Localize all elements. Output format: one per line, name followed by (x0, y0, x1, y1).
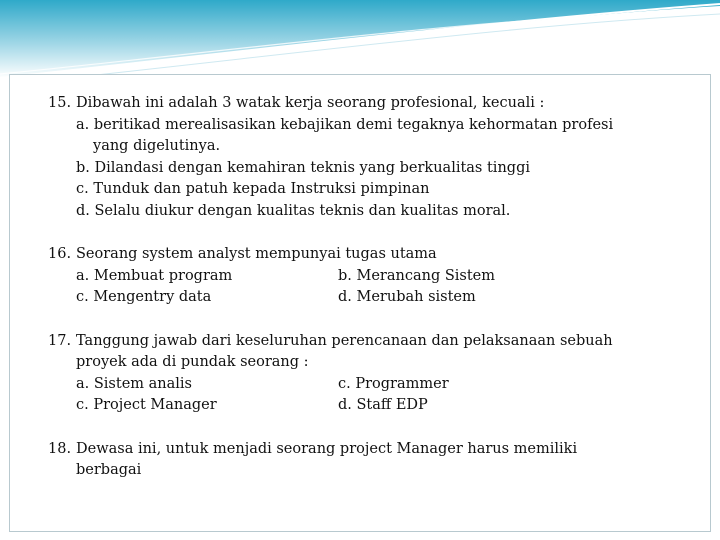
option-c: c. Mengentry data (76, 289, 212, 305)
question-stem-continued: proyek ada di pundak seorang : (76, 354, 309, 370)
question-18 (48, 439, 698, 482)
option-row (48, 395, 698, 417)
question-number: 15. (48, 95, 72, 111)
option-d: d. Staff EDP (338, 397, 428, 413)
option-d: d. Selalu diukur dengan kualitas teknis dan kualitas moral. (76, 202, 511, 219)
option-b: b. Merancang Sistem (338, 267, 496, 284)
option-c: c. Tunduk dan patuh kepada Instruksi pimpinan (76, 181, 430, 197)
option-row (48, 287, 698, 309)
question-stem: Dewasa ini, untuk menjadi seorang project Manager harus memiliki (76, 440, 578, 457)
option-a: a. beritikad merealisasikan kebajikan demi tegaknya kehormatan profesi (76, 116, 614, 133)
option-d: d. Merubah sistem (338, 289, 476, 305)
question-number: 17. (48, 332, 72, 349)
quiz-content (48, 93, 698, 504)
option-a: a. Membuat program (76, 267, 233, 284)
question-16 (48, 244, 698, 309)
question-stem: Tanggung jawab dari keseluruhan perencanaan dan pelaksanaan sebuah (76, 332, 613, 349)
question-15 (48, 93, 698, 222)
option-a-continued: yang digelutinya. (93, 138, 221, 154)
option-row (48, 374, 698, 396)
question-17 (48, 331, 698, 417)
question-stem-continued: berbagai (76, 462, 142, 478)
question-stem: Seorang system analyst mempunyai tugas utama (76, 246, 437, 262)
option-b: b. Dilandasi dengan kemahiran teknis yang berkualitas tinggi (76, 159, 530, 176)
option-b: c. Project Manager (76, 397, 217, 413)
question-number: 16. (48, 246, 72, 262)
question-stem: Dibawah ini adalah 3 watak kerja seorang profesional, kecuali : (76, 95, 545, 111)
option-a: a. Sistem analis (76, 375, 192, 392)
option-row (48, 266, 698, 288)
question-number: 18. (48, 440, 72, 457)
option-c: c. Programmer (338, 375, 449, 392)
